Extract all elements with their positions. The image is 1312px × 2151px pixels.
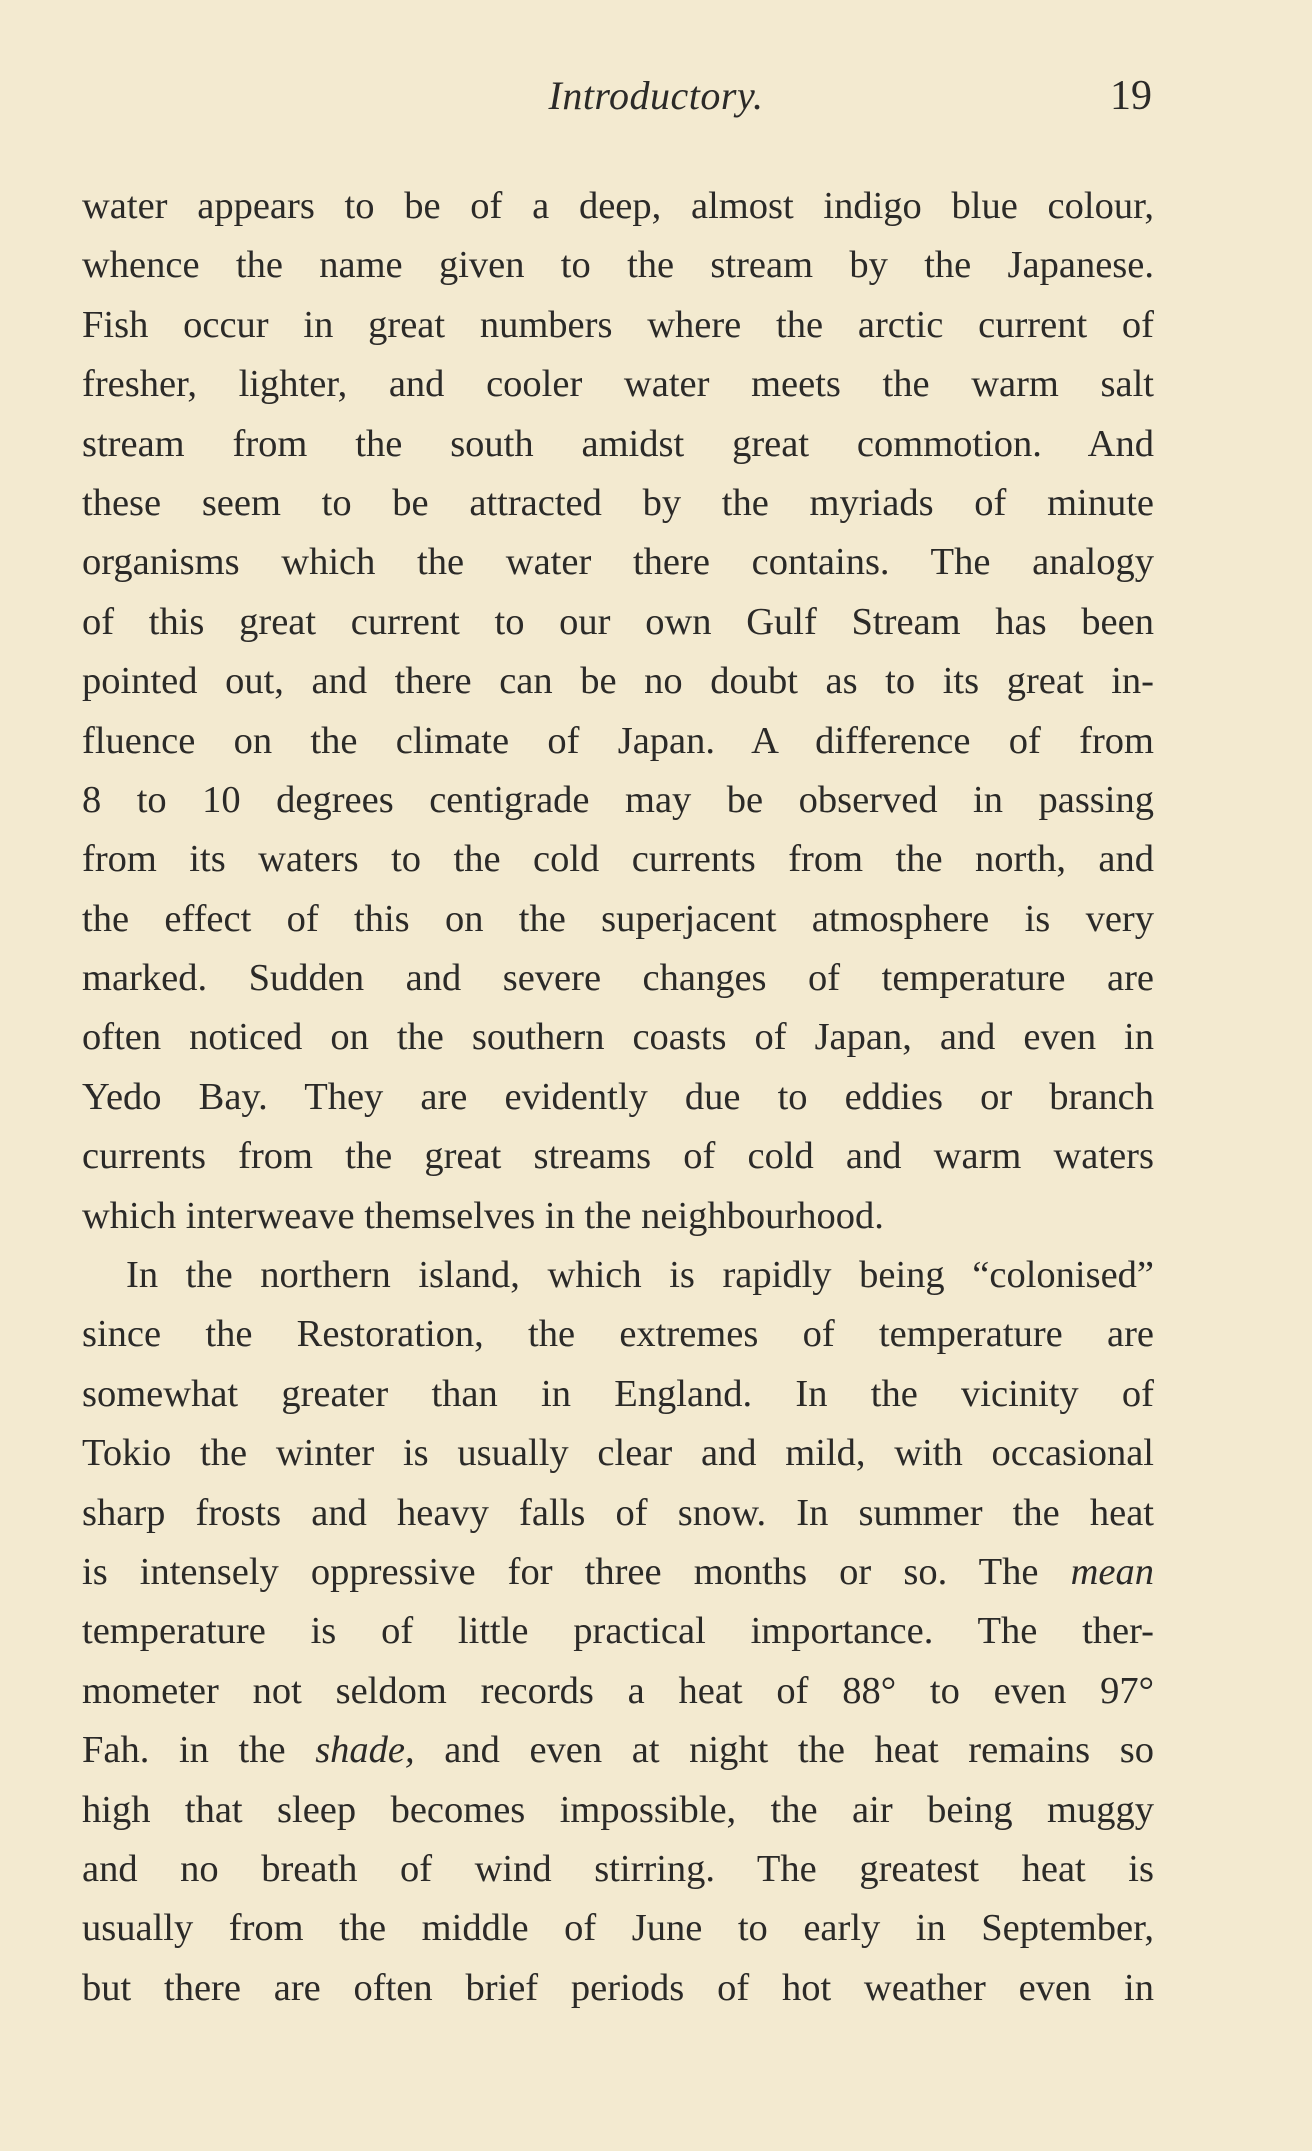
- text-line: stream from the south amidst great commotion. And: [82, 422, 1154, 465]
- text-line: from its waters to the cold currents from the north, and: [82, 838, 1154, 881]
- text-line: of this great current to our own Gulf Stream has been: [82, 600, 1154, 643]
- text-line: marked. Sudden and severe changes of temperature are: [82, 957, 1154, 1000]
- text-line: often noticed on the southern coasts of Japan, and even in: [82, 1016, 1154, 1059]
- running-head: [0, 66, 1312, 126]
- text-line: 8 to 10 degrees centigrade may be observed in passing: [82, 778, 1154, 821]
- text-line: Yedo Bay. They are evidently due to eddies or branch: [82, 1075, 1154, 1118]
- italic-word: shade,: [315, 1729, 415, 1772]
- text-segment: is intensely oppressive for three months or so. The: [82, 1550, 1071, 1593]
- text-line: Tokio the winter is usually clear and mild, with occasional: [82, 1432, 1154, 1475]
- text-line: since the Restoration, the extremes of temperature are: [82, 1313, 1154, 1356]
- text-line: but there are often brief periods of hot weather even in: [82, 1966, 1154, 2009]
- body-text: [82, 177, 1154, 2018]
- text-line: organisms which the water there contains. The analogy: [82, 541, 1154, 584]
- text-line: In the northern island, which is rapidly being “colonised”: [126, 1254, 1154, 1297]
- text-line: water appears to be of a deep, almost indigo blue colour,: [82, 185, 1154, 227]
- text-line: which interweave themselves in the neighbourhood.: [82, 1194, 884, 1237]
- text-line: fresher, lighter, and cooler water meets the warm salt: [82, 363, 1154, 406]
- text-line: temperature is of little practical importance. The ther-: [82, 1610, 1154, 1653]
- text-line: somewhat greater than in England. In the vicinity of: [82, 1372, 1154, 1415]
- text-line: [82, 1721, 1154, 1780]
- text-line: these seem to be attracted by the myriads of minute: [82, 481, 1154, 524]
- text-line: currents from the great streams of cold and warm waters: [82, 1135, 1154, 1178]
- running-title: Introductory.: [548, 73, 764, 118]
- text-line: mometer not seldom records a heat of 88° to even 97°: [82, 1669, 1154, 1712]
- text-line: pointed out, and there can be no doubt as to its great in-: [82, 660, 1154, 703]
- text-line: usually from the middle of June to early in September,: [82, 1907, 1154, 1950]
- text-line: the effect of this on the superjacent atmosphere is very: [82, 897, 1154, 940]
- page-number: 19: [1110, 73, 1152, 119]
- text-line: fluence on the climate of Japan. A difference of from: [82, 719, 1154, 762]
- text-segment: Fah. in the: [82, 1729, 316, 1772]
- text-line: Fish occur in great numbers where the arctic current of: [82, 303, 1154, 346]
- text-line: sharp frosts and heavy falls of snow. In summer the heat: [82, 1491, 1154, 1534]
- text-line: whence the name given to the stream by the Japanese.: [82, 244, 1154, 287]
- text-line: high that sleep becomes impossible, the air being muggy: [82, 1788, 1154, 1831]
- text-segment: and even at night the heat remains so: [414, 1729, 1154, 1772]
- italic-word: mean: [1070, 1550, 1154, 1593]
- text-line: and no breath of wind stirring. The greatest heat is: [82, 1847, 1154, 1890]
- text-line: [82, 1543, 1154, 1602]
